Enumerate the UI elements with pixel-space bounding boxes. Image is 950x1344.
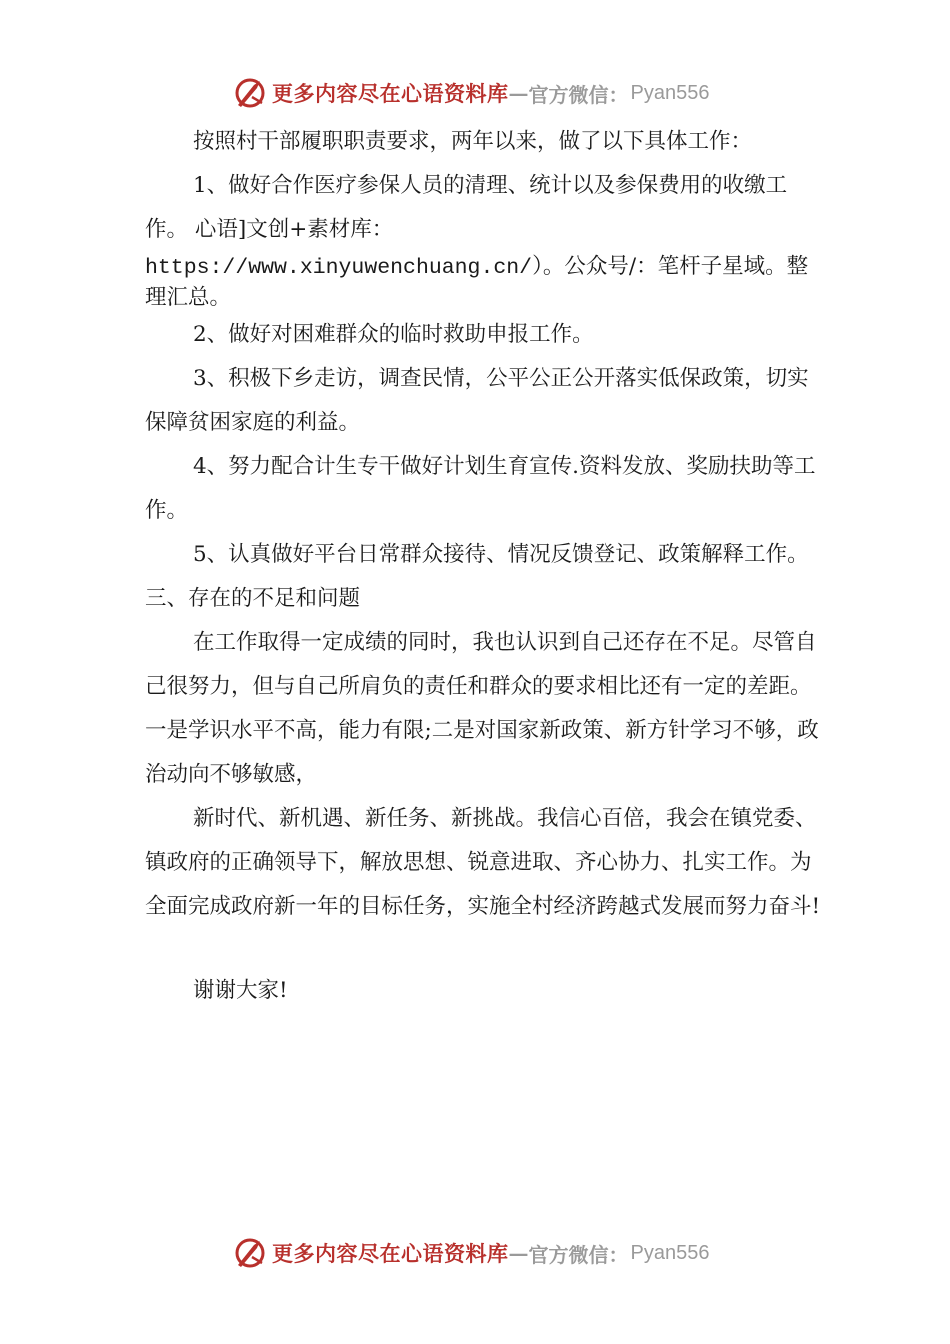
paragraph-item-5: 5、认真做好平台日常群众接待、情况反馈登记、政策解释工作。 [193,542,809,567]
paragraph-item-1-tail: 公众号/：笔杆子星域。整理汇总。 [145,254,809,310]
document-body [145,120,825,1013]
section-heading: 三、存在的不足和问题 [145,586,361,611]
paragraph-item-1-url-line [145,252,825,313]
footer-banner [232,1233,709,1273]
banner-wechat-id: Pyan556 [630,1241,710,1264]
banner-gray-text: 官方微信： [528,1242,629,1267]
banner-wechat-id: Pyan556 [630,81,710,104]
spacer [145,929,825,969]
banner-red-text: 更多内容尽在心语资料库 [272,81,509,106]
paragraph-item-1: 1、做好合作医疗参保人员的清理、统计以及参保费用的收缴工作。 心语]文创+素材库： [145,173,788,242]
paragraph-outlook: 新时代、新机遇、新任务、新挑战。我信心百倍，我会在镇党委、镇政府的正确领导下，解放思想、锐意进取、齐心协力、扎实工作。为全面完成政府新一年的目标任务，实施全村经济跨越式发展而努力奋斗! [145,806,821,919]
paragraph-item-2: 2、做好对困难群众的临时救助申报工作。 [193,322,594,347]
quill-pen-logo-icon [232,1235,268,1271]
banner-red-text: 更多内容尽在心语资料库 [272,1241,509,1266]
banner-dash: — [508,81,529,105]
source-url: https://www.xinyuwenchuang.cn/）。 [145,256,565,280]
header-banner [232,73,709,113]
paragraph-shortcomings: 在工作取得一定成绩的同时，我也认识到自己还存在不足。尽管自己很努力，但与自己所肩负的责任和群众的要求相比还有一定的差距。一是学识水平不高，能力有限;二是对国家新政策、新方针学习不够，政治动向不够敏感， [145,630,819,787]
paragraph-intro: 按照村干部履职职责要求，两年以来，做了以下具体工作： [193,129,753,154]
paragraph-item-3: 3、积极下乡走访，调查民情，公平公正公开落实低保政策，切实保障贫困家庭的利益。 [145,366,809,435]
quill-pen-logo-icon [232,75,268,111]
banner-gray-text: 官方微信： [528,82,629,107]
banner-dash: — [508,1241,529,1265]
closing-thanks: 谢谢大家! [193,978,288,1003]
paragraph-item-4: 4、努力配合计生专干做好计划生育宣传.资料发放、奖励扶助等工作。 [145,454,816,523]
